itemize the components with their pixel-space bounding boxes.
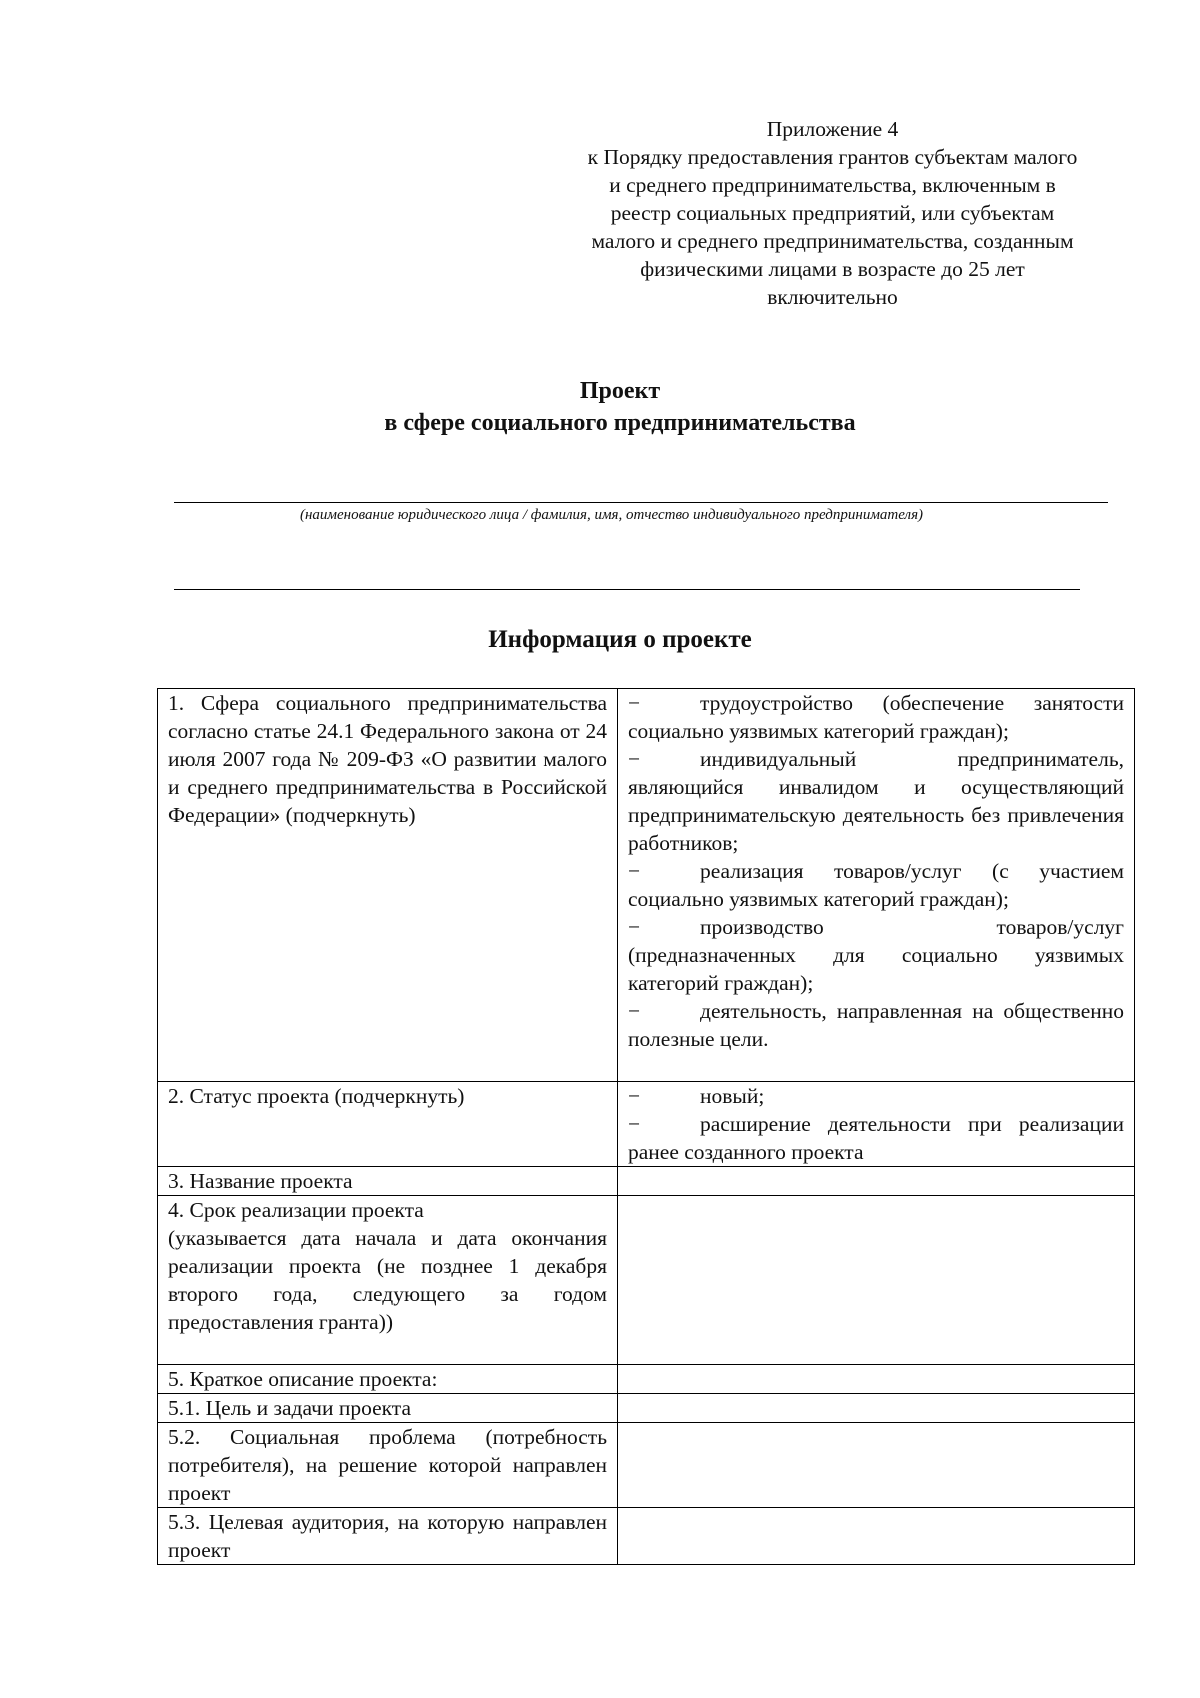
second-blank-line: [174, 589, 1080, 590]
dash-bullet: −: [628, 691, 641, 715]
empty-value-cell[interactable]: [618, 1508, 1135, 1565]
section-heading: Информация о проекте: [488, 626, 752, 653]
row-label: [158, 1167, 618, 1196]
option-item: [628, 689, 1124, 745]
document-title: Проект: [579, 378, 661, 404]
table-row: [158, 1423, 1135, 1508]
appendix-number: Приложение 4: [766, 117, 899, 141]
dash-bullet: −: [628, 1112, 641, 1136]
row-label-text: 4. Срок реализации проекта: [168, 1198, 424, 1222]
row-label-text: 5.3. Целевая аудитория, на которую направлен проект: [168, 1510, 607, 1562]
applicant-name-line: [174, 502, 1108, 503]
row-label: [158, 1423, 618, 1508]
row-label-text: 1. Сфера социального предпринимательства согласно статье 24.1 Федерального закона от 24 июля 2007 года № 209-ФЗ «О развитии малого и среднего предпринимательства в Российской Федерации» (подчеркнуть): [168, 691, 607, 827]
row-label-text: 5. Краткое описание проекта:: [168, 1367, 438, 1391]
appendix-line: реестр социальных предприятий, или субъектам: [610, 201, 1055, 225]
table-row: [158, 1508, 1135, 1565]
row-label: [158, 1196, 618, 1365]
option-text: индивидуальный предприниматель, являющийся инвалидом и осуществляющий предпринимательскую деятельность без привлечения работников;: [628, 747, 1124, 855]
row-label: [158, 1394, 618, 1423]
appendix-line: малого и среднего предпринимательства, созданным: [591, 229, 1074, 253]
empty-value-cell[interactable]: [618, 1365, 1135, 1394]
empty-value-cell[interactable]: [618, 1394, 1135, 1423]
empty-value-cell[interactable]: [618, 1196, 1135, 1365]
project-info-table: [157, 688, 1135, 1565]
row-note-text: (указывается дата начала и дата окончания реализации проекта (не позднее 1 декабря второго года, следующего за годом предоставления гранта)): [168, 1226, 607, 1334]
table-row: [158, 1196, 1135, 1365]
appendix-line: к Порядку предоставления грантов субъектам малого: [587, 145, 1078, 169]
row-label-text: 3. Название проекта: [168, 1169, 353, 1193]
table-row: [158, 1082, 1135, 1167]
table-row: [158, 1167, 1135, 1196]
dash-bullet: −: [628, 1084, 641, 1108]
option-text: новый;: [700, 1084, 765, 1108]
applicant-caption: (наименование юридического лица / фамилия, имя, отчество индивидуального предпринимателя): [300, 507, 924, 523]
dash-bullet: −: [628, 999, 641, 1023]
option-item: [628, 857, 1124, 913]
row-label-text: 5.1. Цель и задачи проекта: [168, 1396, 412, 1420]
row-label-text: 2. Статус проекта (подчеркнуть): [168, 1084, 465, 1108]
option-item: [628, 1082, 1124, 1110]
document-subtitle: в сфере социального предпринимательства: [384, 410, 856, 436]
row-label: [158, 689, 618, 1082]
option-text: производство товаров/услуг (предназначенных для социально уязвимых категорий граждан);: [628, 915, 1124, 995]
option-item: [628, 913, 1124, 997]
table-row: [158, 689, 1135, 1082]
empty-value-cell[interactable]: [618, 1167, 1135, 1196]
table-row: [158, 1365, 1135, 1394]
row-label: [158, 1082, 618, 1167]
row-label-text: 5.2. Социальная проблема (потребность потребителя), на решение которой направлен проект: [168, 1425, 607, 1505]
appendix-line: включительно: [767, 285, 898, 309]
row-options: [618, 689, 1135, 1082]
row-label: [158, 1365, 618, 1394]
dash-bullet: −: [628, 915, 641, 939]
option-text: реализация товаров/услуг (с участием социально уязвимых категорий граждан);: [628, 859, 1124, 911]
row-label: [158, 1508, 618, 1565]
dash-bullet: −: [628, 747, 641, 771]
option-item: [628, 997, 1124, 1053]
option-text: трудоустройство (обеспечение занятости социально уязвимых категорий граждан);: [628, 691, 1124, 743]
table-row: [158, 1394, 1135, 1423]
appendix-line: и среднего предпринимательства, включенным в: [609, 173, 1056, 197]
option-item: [628, 1110, 1124, 1166]
appendix-line: физическими лицами в возрасте до 25 лет: [640, 257, 1025, 281]
row-options: [618, 1082, 1135, 1167]
option-item: [628, 745, 1124, 857]
option-text: расширение деятельности при реализации ранее созданного проекта: [628, 1112, 1124, 1164]
dash-bullet: −: [628, 859, 641, 883]
empty-value-cell[interactable]: [618, 1423, 1135, 1508]
option-text: деятельность, направленная на общественно полезные цели.: [628, 999, 1124, 1051]
appendix-header: [540, 115, 1125, 311]
